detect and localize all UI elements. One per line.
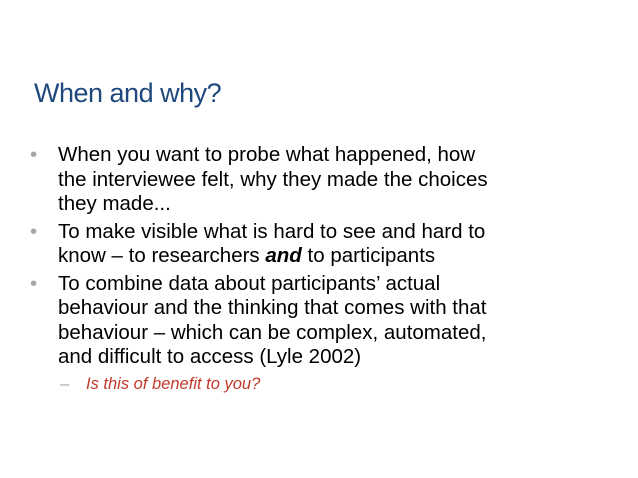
bullet-line: they made... [58,192,171,215]
bullet-item-probe [30,143,620,217]
bullet-item-visible [30,220,620,269]
bullet-line: When you want to probe what happened, how [58,143,476,166]
bullet-line [58,244,620,269]
dash-icon: – [60,374,70,393]
bullet-text: know – to researchers [58,244,266,267]
bullet-dot-icon: • [30,271,38,295]
bullet-line: behaviour and the thinking that comes with that [58,296,487,319]
bullet-list [30,143,620,395]
bullet-dot-icon: • [30,143,38,166]
sub-bullet-benefit [30,373,620,395]
bullet-text: to participants [301,244,436,267]
bullet-line: To combine data about participants’ actual [58,271,441,295]
bullet-item-combine [30,272,620,370]
bullet-line: behaviour – which can be complex, automated, [58,320,487,344]
bullet-dot-icon: • [30,219,38,243]
bullet-line: and difficult to access (Lyle 2002) [58,345,362,368]
bullet-line: the interviewee felt, why they made the choices [58,167,488,191]
slide-title: When and why? [34,78,222,108]
emphasis-text: and [265,244,302,267]
bullet-line: To make visible what is hard to see and hard to [58,219,486,243]
sub-bullet-text: Is this of benefit to you? [86,374,261,393]
